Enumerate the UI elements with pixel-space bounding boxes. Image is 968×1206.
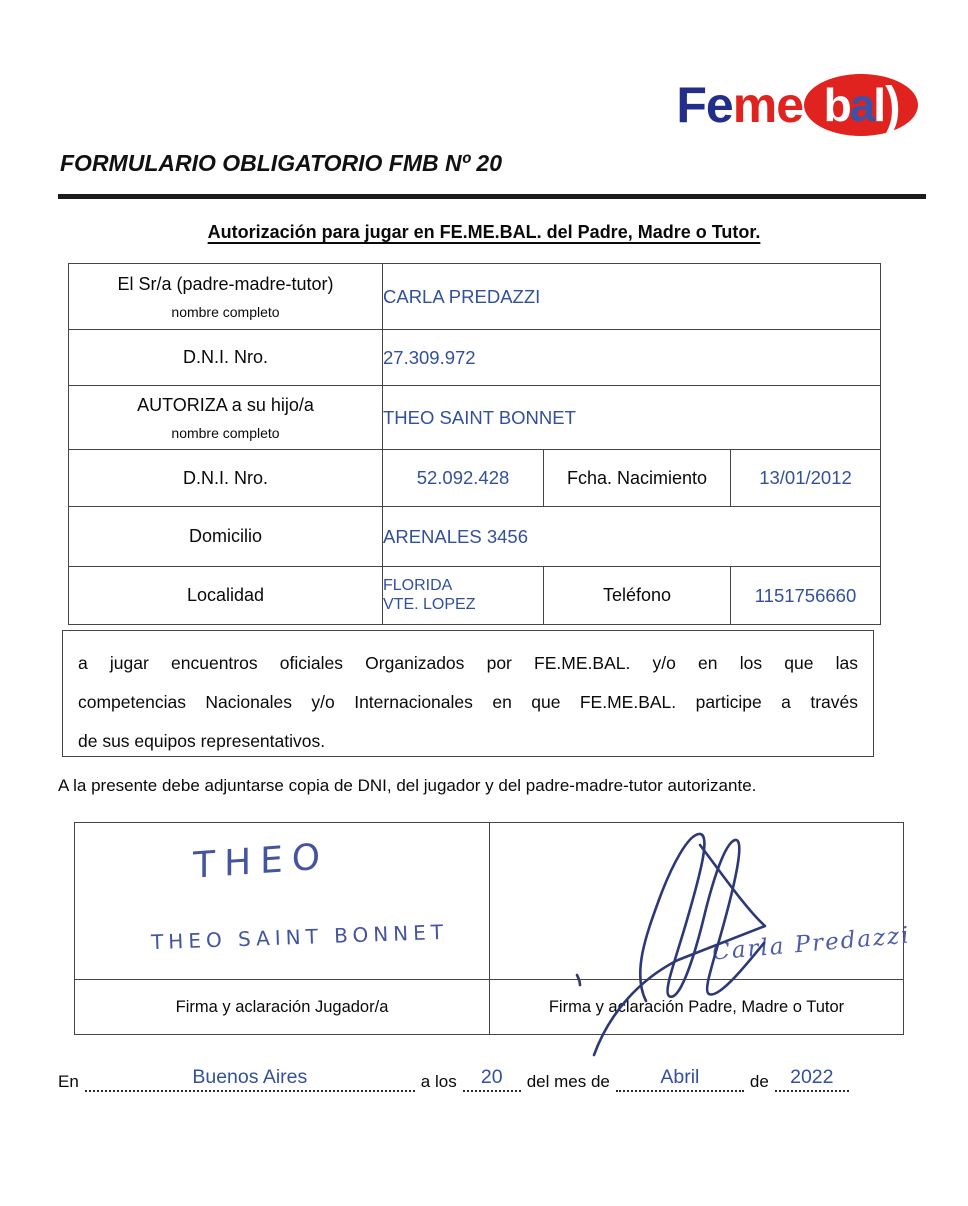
locality-value: FLORIDA VTE. LOPEZ [383, 567, 544, 625]
child-dni-label-cell: D.N.I. Nro. [69, 450, 383, 507]
authorization-clause-box [62, 630, 874, 757]
month-blank [616, 1066, 744, 1092]
city-blank [85, 1066, 415, 1092]
page-title: FORMULARIO OBLIGATORIO FMB Nº 20 [60, 150, 502, 176]
child-dni-value: 52.092.428 [383, 450, 544, 507]
player-signature-area [75, 823, 489, 979]
tutor-signature-scribble [550, 823, 810, 1038]
city-value: Buenos Aires [192, 1066, 308, 1088]
month-value: Abril [660, 1066, 700, 1088]
phone-value: 1151756660 [731, 567, 881, 625]
title-divider [58, 194, 926, 199]
tutor-signature-area [489, 823, 912, 979]
femebal-logo [676, 74, 918, 136]
locality-label-cell: Localidad [69, 567, 383, 625]
signature-box [74, 822, 912, 1035]
date-connector: de [749, 1072, 769, 1091]
parent-name-label-cell: El Sr/a (padre-madre-tutor) nombre completo [69, 264, 383, 330]
table-row [69, 567, 881, 625]
date-line [58, 1066, 918, 1092]
parent-name-value: CARLA PREDAZZI [383, 264, 881, 330]
logo-text-fe: Fe [676, 77, 733, 133]
day-value: 20 [480, 1066, 503, 1088]
clause-line: a jugar encuentros oficiales Organizados por FE.ME.BAL. y/o en los que las [78, 653, 858, 673]
table-row [69, 330, 881, 386]
date-connector: a los [420, 1072, 457, 1091]
parent-dni-label-cell: D.N.I. Nro. [69, 330, 383, 386]
parent-dni-value: 27.309.972 [383, 330, 881, 386]
clause-line: competencias Nacionales y/o Internacionales en que FE.ME.BAL. participe a través [78, 692, 858, 712]
authorization-table [68, 263, 881, 625]
birth-date-value: 13/01/2012 [731, 450, 881, 507]
year-blank [775, 1066, 849, 1092]
address-label-cell: Domicilio [69, 507, 383, 567]
tutor-name-handwriting: Carla Predazzi [711, 922, 912, 966]
table-row [69, 450, 881, 507]
phone-label-cell: Teléfono [544, 567, 731, 625]
table-row [69, 264, 881, 330]
day-blank [463, 1066, 521, 1092]
attachment-note: A la presente debe adjuntarse copia de DNI, del jugador y del padre-madre-tutor autorizante. [58, 776, 757, 795]
table-row [69, 507, 881, 567]
child-name-label-cell: AUTORIZA a su hijo/a nombre completo [69, 386, 383, 450]
birth-label-cell: Fcha. Nacimiento [544, 450, 731, 507]
clause-line: de sus equipos representativos. [78, 731, 326, 751]
logo-text-me: me [732, 77, 803, 133]
player-signature-handwriting: THEO [193, 836, 329, 887]
logo-swoosh: ) [885, 75, 899, 135]
date-prefix: En [58, 1072, 79, 1091]
form-subtitle: Autorización para jugar en FE.ME.BAL. del Padre, Madre o Tutor. [207, 222, 761, 242]
logo-ball-icon: b a l ) [804, 74, 918, 136]
address-value: ARENALES 3456 [383, 507, 881, 567]
player-name-handwriting: THEO SAINT BONNET [150, 919, 449, 955]
player-signature-caption: Firma y aclaración Jugador/a [75, 979, 489, 1034]
tutor-signature-caption: Firma y aclaración Padre, Madre o Tutor [489, 979, 903, 1034]
year-value: 2022 [790, 1066, 834, 1088]
table-row [69, 386, 881, 450]
child-name-value: THEO SAINT BONNET [383, 386, 881, 450]
date-connector: del mes de [526, 1072, 610, 1091]
